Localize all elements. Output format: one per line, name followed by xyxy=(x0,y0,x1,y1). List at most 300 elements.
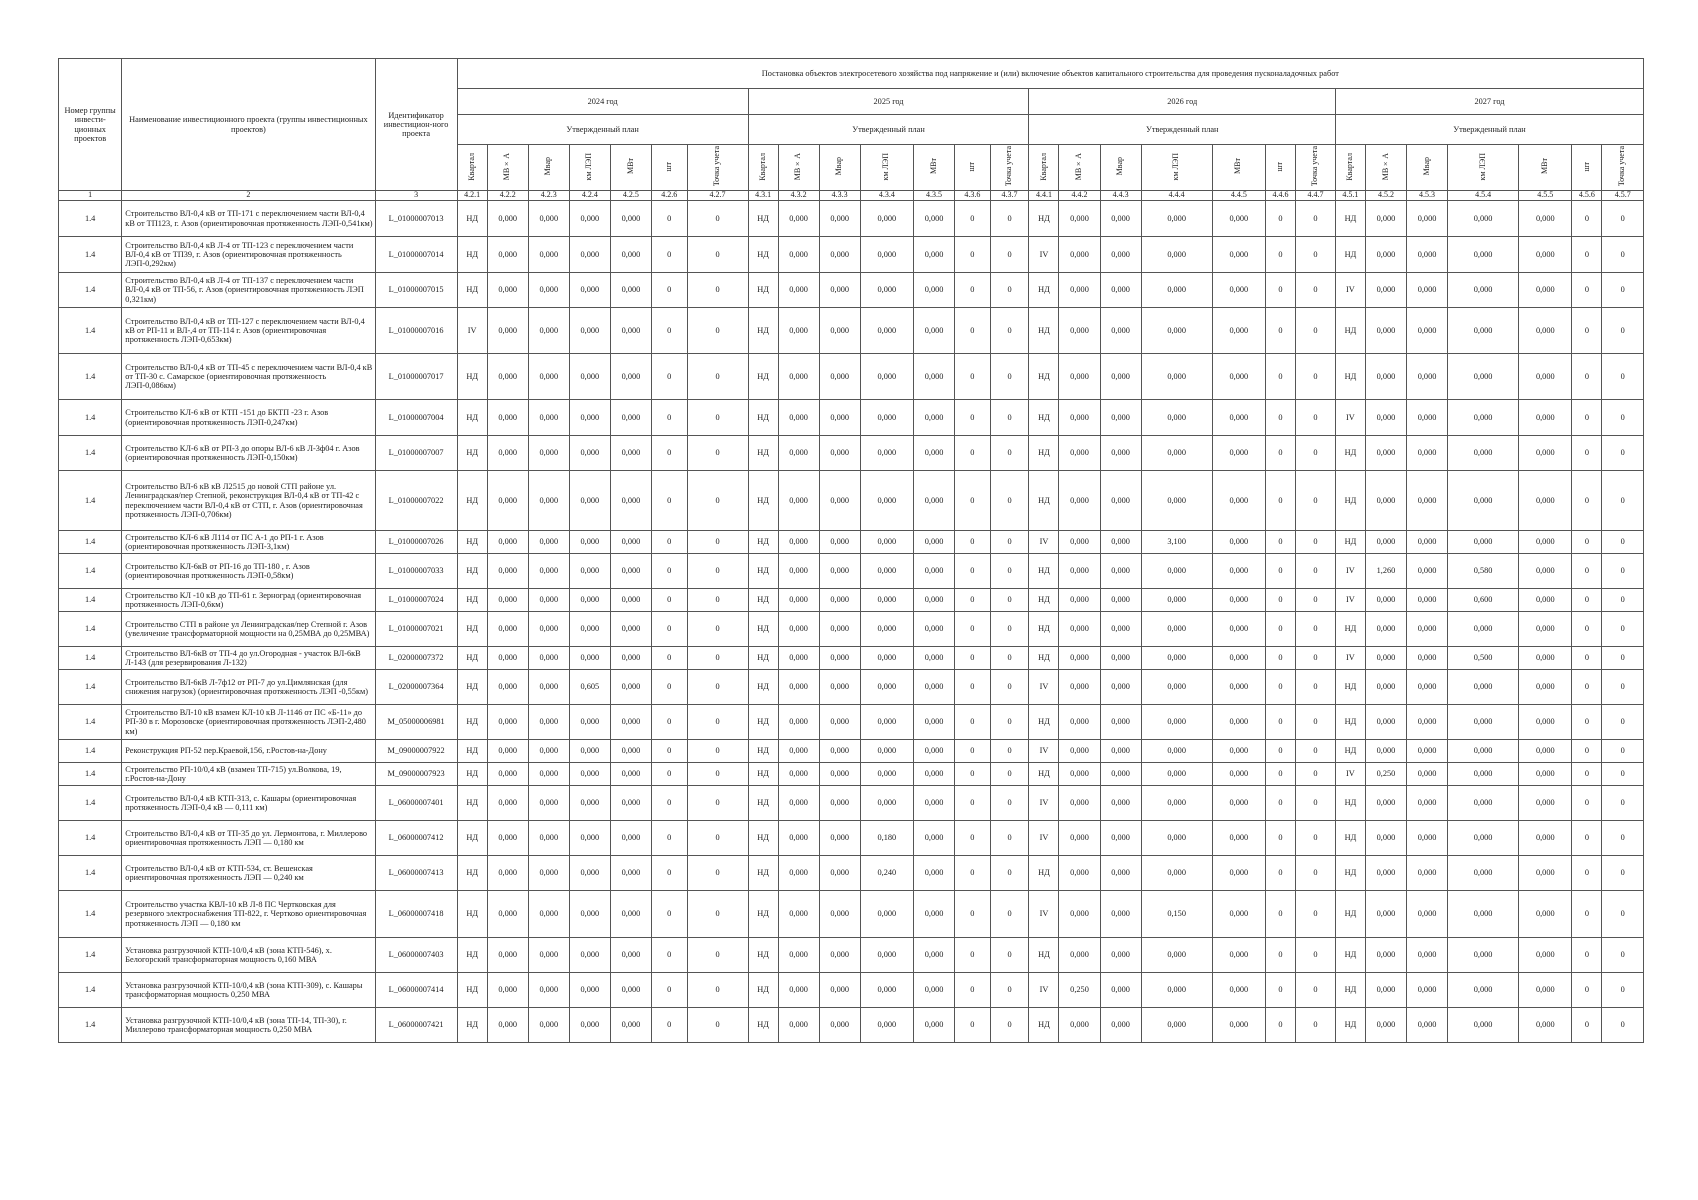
value-cell-2024: НД xyxy=(457,973,487,1008)
header-unit-2024-2 xyxy=(487,145,528,191)
value-cell-2024: НД xyxy=(457,531,487,554)
header-unit-2024-3 xyxy=(528,145,569,191)
value-cell-2025: НД xyxy=(748,938,778,973)
value-cell-2025: 0,000 xyxy=(819,670,860,705)
column-number-cell: 4.4.7 xyxy=(1295,191,1335,201)
group-number-cell: 1.4 xyxy=(59,354,122,400)
header-unit-2026-6 xyxy=(1265,145,1295,191)
value-cell-2026: 0,000 xyxy=(1212,400,1265,436)
project-id-cell: L_01000007024 xyxy=(375,589,457,612)
column-number-cell: 4.4.1 xyxy=(1029,191,1059,201)
value-cell-2026: 0,000 xyxy=(1059,647,1100,670)
value-cell-2026: 0 xyxy=(1295,763,1335,786)
value-cell-2024: 0,000 xyxy=(487,612,528,647)
value-cell-2026: НД xyxy=(1029,938,1059,973)
value-cell-2026: 0,000 xyxy=(1100,1008,1141,1043)
value-cell-2026: 0 xyxy=(1295,354,1335,400)
value-cell-2027: 0 xyxy=(1602,273,1644,308)
value-cell-2027: 0,000 xyxy=(1365,647,1406,670)
project-name-cell: Строительство ВЛ-0,4 кВ Л-4 от ТП-137 с переключением части ВЛ-0,4 кВ от ТП-56, г. Азов (ориентировочная протяженность ЛЭП 0,321км) xyxy=(122,273,375,308)
unit-label: км ЛЭП xyxy=(1477,152,1487,181)
header-unit-2027-3 xyxy=(1407,145,1448,191)
value-cell-2024: НД xyxy=(457,273,487,308)
value-cell-2027: 0,000 xyxy=(1365,891,1406,938)
column-number-cell: 4.2.1 xyxy=(457,191,487,201)
value-cell-2025: 0,000 xyxy=(914,237,955,273)
value-cell-2024: 0,000 xyxy=(487,670,528,705)
value-cell-2025: 0 xyxy=(990,436,1029,471)
value-cell-2026: 0,000 xyxy=(1212,670,1265,705)
value-cell-2026: 0,000 xyxy=(1141,973,1212,1008)
table-body xyxy=(59,201,1644,1043)
header-project-identifier: Идентификатор инвестицион-ного проекта xyxy=(375,59,457,191)
value-cell-2027: 0,000 xyxy=(1519,647,1572,670)
table-row xyxy=(59,938,1644,973)
value-cell-2027: 0 xyxy=(1572,670,1602,705)
value-cell-2025: НД xyxy=(748,647,778,670)
unit-label: МВт xyxy=(928,158,938,175)
value-cell-2024: 0,000 xyxy=(528,740,569,763)
value-cell-2026: 0,000 xyxy=(1100,647,1141,670)
value-cell-2026: 0,000 xyxy=(1059,531,1100,554)
value-cell-2026: 0,000 xyxy=(1100,786,1141,821)
value-cell-2025: 0 xyxy=(955,938,991,973)
project-id-cell: L_06000007418 xyxy=(375,891,457,938)
column-number-cell: 4.5.3 xyxy=(1407,191,1448,201)
value-cell-2025: 0 xyxy=(955,237,991,273)
value-cell-2024: 0,000 xyxy=(528,436,569,471)
value-cell-2026: 0 xyxy=(1265,891,1295,938)
unit-label: Квартал xyxy=(757,152,767,181)
value-cell-2024: 0,000 xyxy=(487,938,528,973)
column-number-cell: 3 xyxy=(375,191,457,201)
value-cell-2026: 0,000 xyxy=(1141,554,1212,589)
value-cell-2027: 0,000 xyxy=(1407,670,1448,705)
value-cell-2026: 0 xyxy=(1295,821,1335,856)
value-cell-2027: НД xyxy=(1335,531,1365,554)
value-cell-2025: 0 xyxy=(990,531,1029,554)
value-cell-2026: 0 xyxy=(1295,786,1335,821)
value-cell-2027: НД xyxy=(1335,612,1365,647)
header-unit-2025-3 xyxy=(819,145,860,191)
value-cell-2024: НД xyxy=(457,647,487,670)
value-cell-2024: НД xyxy=(457,763,487,786)
value-cell-2027: 0,000 xyxy=(1448,201,1519,237)
value-cell-2025: 0,000 xyxy=(860,554,913,589)
value-cell-2026: 0,000 xyxy=(1141,670,1212,705)
project-id-cell: M_05000006981 xyxy=(375,705,457,740)
value-cell-2025: 0,000 xyxy=(914,531,955,554)
header-unit-2024-6 xyxy=(651,145,687,191)
value-cell-2025: 0,000 xyxy=(819,436,860,471)
value-cell-2024: 0,000 xyxy=(487,856,528,891)
value-cell-2024: 0,000 xyxy=(487,400,528,436)
value-cell-2025: 0,000 xyxy=(914,973,955,1008)
value-cell-2026: 0 xyxy=(1295,1008,1335,1043)
value-cell-2025: 0,000 xyxy=(819,531,860,554)
value-cell-2025: 0,000 xyxy=(914,436,955,471)
value-cell-2024: 0,000 xyxy=(610,237,651,273)
table-row xyxy=(59,973,1644,1008)
value-cell-2025: 0,000 xyxy=(819,821,860,856)
value-cell-2025: 0,000 xyxy=(860,740,913,763)
value-cell-2025: 0,000 xyxy=(860,891,913,938)
value-cell-2026: IV xyxy=(1029,786,1059,821)
unit-label: МВт xyxy=(1539,158,1549,175)
value-cell-2025: 0,000 xyxy=(860,308,913,354)
value-cell-2025: 0,000 xyxy=(914,856,955,891)
value-cell-2026: 0 xyxy=(1265,531,1295,554)
table-row xyxy=(59,273,1644,308)
value-cell-2024: НД xyxy=(457,589,487,612)
value-cell-2025: 0 xyxy=(955,436,991,471)
project-id-cell: L_06000007414 xyxy=(375,973,457,1008)
value-cell-2027: 0,000 xyxy=(1519,273,1572,308)
value-cell-2024: 0,000 xyxy=(569,201,610,237)
value-cell-2027: 0,000 xyxy=(1448,531,1519,554)
value-cell-2026: 0,000 xyxy=(1212,201,1265,237)
value-cell-2027: 0,000 xyxy=(1519,891,1572,938)
value-cell-2026: 0,000 xyxy=(1100,891,1141,938)
value-cell-2027: 0,000 xyxy=(1519,308,1572,354)
value-cell-2024: 0 xyxy=(651,237,687,273)
value-cell-2024: 0,000 xyxy=(610,891,651,938)
value-cell-2026: 0,000 xyxy=(1059,273,1100,308)
table-row xyxy=(59,740,1644,763)
value-cell-2026: 0,000 xyxy=(1100,856,1141,891)
value-cell-2027: 0 xyxy=(1572,973,1602,1008)
value-cell-2024: 0,000 xyxy=(569,938,610,973)
project-name-cell: Реконструкция РП-52 пер.Краевой,156, г.Ростов-на-Дону xyxy=(122,740,375,763)
value-cell-2026: НД xyxy=(1029,400,1059,436)
value-cell-2025: 0 xyxy=(990,938,1029,973)
group-number-cell: 1.4 xyxy=(59,740,122,763)
unit-label: км ЛЭП xyxy=(881,152,891,181)
value-cell-2027: 1,260 xyxy=(1365,554,1406,589)
value-cell-2027: 0 xyxy=(1602,740,1644,763)
value-cell-2025: НД xyxy=(748,786,778,821)
value-cell-2025: 0,000 xyxy=(819,891,860,938)
group-number-cell: 1.4 xyxy=(59,201,122,237)
value-cell-2025: 0,000 xyxy=(914,938,955,973)
value-cell-2024: 0,000 xyxy=(610,201,651,237)
value-cell-2024: 0,000 xyxy=(528,554,569,589)
value-cell-2024: 0 xyxy=(651,400,687,436)
unit-label: Мвар xyxy=(1421,157,1431,176)
value-cell-2027: 0,000 xyxy=(1448,237,1519,273)
value-cell-2024: 0,000 xyxy=(528,531,569,554)
value-cell-2025: 0,000 xyxy=(819,705,860,740)
value-cell-2026: 0 xyxy=(1265,786,1295,821)
value-cell-2024: 0,000 xyxy=(487,308,528,354)
value-cell-2024: 0,000 xyxy=(528,856,569,891)
value-cell-2026: 0,000 xyxy=(1141,1008,1212,1043)
value-cell-2024: НД xyxy=(457,554,487,589)
value-cell-2024: НД xyxy=(457,400,487,436)
project-name-cell: Строительство ВЛ-10 кВ взамен КЛ-10 кВ Л-1146 от ПС «Б-11» до РП-30 в г. Морозовске (ориентировочная протяженность ЛЭП-2,480 км) xyxy=(122,705,375,740)
value-cell-2025: 0,000 xyxy=(778,554,819,589)
value-cell-2027: 0,000 xyxy=(1407,237,1448,273)
value-cell-2027: 0,000 xyxy=(1519,1008,1572,1043)
value-cell-2024: 0 xyxy=(687,400,748,436)
value-cell-2025: 0 xyxy=(990,237,1029,273)
value-cell-2025: НД xyxy=(748,273,778,308)
value-cell-2024: 0,000 xyxy=(610,973,651,1008)
value-cell-2024: IV xyxy=(457,308,487,354)
value-cell-2026: 0,000 xyxy=(1212,821,1265,856)
value-cell-2027: 0 xyxy=(1602,763,1644,786)
header-plan-2024: Утвержденный план xyxy=(457,115,748,145)
value-cell-2027: 0,000 xyxy=(1448,400,1519,436)
table-row xyxy=(59,821,1644,856)
value-cell-2025: 0,000 xyxy=(778,647,819,670)
value-cell-2024: 0 xyxy=(687,436,748,471)
value-cell-2026: 0,000 xyxy=(1100,237,1141,273)
value-cell-2024: 0,000 xyxy=(569,763,610,786)
value-cell-2027: 0,000 xyxy=(1519,786,1572,821)
value-cell-2024: 0 xyxy=(651,612,687,647)
value-cell-2026: 0,000 xyxy=(1141,612,1212,647)
value-cell-2026: IV xyxy=(1029,973,1059,1008)
unit-label: Квартал xyxy=(1038,152,1048,181)
header-unit-2027-7 xyxy=(1602,145,1644,191)
value-cell-2025: 0,000 xyxy=(860,1008,913,1043)
value-cell-2027: 0 xyxy=(1602,554,1644,589)
header-year-2024: 2024 год xyxy=(457,89,748,115)
group-number-cell: 1.4 xyxy=(59,938,122,973)
value-cell-2026: 0 xyxy=(1295,670,1335,705)
column-number-cell: 4.4.5 xyxy=(1212,191,1265,201)
value-cell-2026: 0 xyxy=(1265,670,1295,705)
value-cell-2024: 0 xyxy=(687,973,748,1008)
value-cell-2024: 0 xyxy=(687,554,748,589)
value-cell-2025: 0,000 xyxy=(819,740,860,763)
unit-label: шт xyxy=(1581,161,1591,172)
value-cell-2024: НД xyxy=(457,740,487,763)
value-cell-2026: 0 xyxy=(1295,612,1335,647)
value-cell-2027: 0,000 xyxy=(1519,821,1572,856)
value-cell-2024: 0,000 xyxy=(487,436,528,471)
value-cell-2026: НД xyxy=(1029,471,1059,531)
group-number-cell: 1.4 xyxy=(59,856,122,891)
value-cell-2025: 0,000 xyxy=(778,201,819,237)
value-cell-2025: 0,000 xyxy=(778,973,819,1008)
value-cell-2025: НД xyxy=(748,308,778,354)
value-cell-2024: 0,000 xyxy=(569,740,610,763)
project-id-cell: L_06000007421 xyxy=(375,1008,457,1043)
value-cell-2027: 0,000 xyxy=(1448,856,1519,891)
table-row xyxy=(59,763,1644,786)
value-cell-2027: 0 xyxy=(1602,891,1644,938)
value-cell-2025: 0,000 xyxy=(778,938,819,973)
value-cell-2026: 0 xyxy=(1295,856,1335,891)
value-cell-2027: 0 xyxy=(1602,705,1644,740)
value-cell-2027: 0,000 xyxy=(1365,973,1406,1008)
value-cell-2027: 0 xyxy=(1602,647,1644,670)
value-cell-2026: 0,000 xyxy=(1059,354,1100,400)
unit-label: км ЛЭП xyxy=(584,152,594,181)
value-cell-2026: 0,000 xyxy=(1100,973,1141,1008)
value-cell-2027: 0,000 xyxy=(1448,740,1519,763)
value-cell-2027: НД xyxy=(1335,891,1365,938)
value-cell-2025: 0,000 xyxy=(819,471,860,531)
value-cell-2025: 0,000 xyxy=(778,589,819,612)
group-number-cell: 1.4 xyxy=(59,436,122,471)
project-name-cell: Строительство ВЛ-6кВ Л-7ф12 от РП-7 до ул.Цимлянская (для снижения нагрузок) (ориентировочная протяженность ЛЭП -0,55км) xyxy=(122,670,375,705)
value-cell-2025: 0,000 xyxy=(860,670,913,705)
value-cell-2025: 0 xyxy=(990,647,1029,670)
value-cell-2024: 0,000 xyxy=(569,786,610,821)
value-cell-2024: 0,000 xyxy=(610,1008,651,1043)
value-cell-2027: 0,000 xyxy=(1407,1008,1448,1043)
value-cell-2024: 0,000 xyxy=(528,973,569,1008)
value-cell-2025: 0,000 xyxy=(914,612,955,647)
value-cell-2024: 0 xyxy=(687,647,748,670)
value-cell-2027: IV xyxy=(1335,763,1365,786)
value-cell-2024: 0,000 xyxy=(569,821,610,856)
value-cell-2027: 0,000 xyxy=(1365,856,1406,891)
value-cell-2024: 0,000 xyxy=(610,273,651,308)
column-number-cell: 2 xyxy=(122,191,375,201)
value-cell-2026: 0,000 xyxy=(1100,273,1141,308)
value-cell-2024: 0,000 xyxy=(528,938,569,973)
value-cell-2025: 0 xyxy=(955,471,991,531)
table-row xyxy=(59,201,1644,237)
value-cell-2024: 0 xyxy=(687,589,748,612)
value-cell-2025: НД xyxy=(748,400,778,436)
value-cell-2027: 0 xyxy=(1572,647,1602,670)
value-cell-2024: 0,000 xyxy=(610,938,651,973)
table-row xyxy=(59,436,1644,471)
value-cell-2025: 0,000 xyxy=(778,821,819,856)
value-cell-2026: IV xyxy=(1029,237,1059,273)
value-cell-2024: 0,000 xyxy=(610,856,651,891)
unit-label: Квартал xyxy=(1345,152,1355,181)
investment-projects-table xyxy=(58,58,1644,1043)
value-cell-2027: IV xyxy=(1335,554,1365,589)
value-cell-2024: 0,000 xyxy=(569,589,610,612)
value-cell-2025: 0 xyxy=(990,354,1029,400)
project-name-cell: Установка разгрузочной КТП-10/0,4 кВ (зона ТП-14, ТП-30), г. Миллерово трансформаторная мощность 0,250 МВА xyxy=(122,1008,375,1043)
value-cell-2025: 0 xyxy=(990,201,1029,237)
value-cell-2025: 0,000 xyxy=(819,612,860,647)
value-cell-2024: 0,000 xyxy=(528,201,569,237)
value-cell-2024: 0,000 xyxy=(569,308,610,354)
table-row xyxy=(59,670,1644,705)
value-cell-2025: 0 xyxy=(990,891,1029,938)
value-cell-2027: НД xyxy=(1335,821,1365,856)
value-cell-2026: 0,000 xyxy=(1100,531,1141,554)
value-cell-2027: 0,580 xyxy=(1448,554,1519,589)
group-number-cell: 1.4 xyxy=(59,554,122,589)
column-number-cell: 4.5.5 xyxy=(1519,191,1572,201)
value-cell-2025: НД xyxy=(748,589,778,612)
value-cell-2025: 0,000 xyxy=(860,973,913,1008)
value-cell-2024: 0,000 xyxy=(528,1008,569,1043)
value-cell-2025: НД xyxy=(748,705,778,740)
value-cell-2024: 0,000 xyxy=(610,612,651,647)
value-cell-2024: 0 xyxy=(651,589,687,612)
project-id-cell: L_01000007022 xyxy=(375,471,457,531)
value-cell-2024: 0 xyxy=(651,436,687,471)
group-number-cell: 1.4 xyxy=(59,821,122,856)
value-cell-2027: 0 xyxy=(1602,308,1644,354)
value-cell-2025: 0 xyxy=(955,856,991,891)
value-cell-2026: 0,000 xyxy=(1212,740,1265,763)
value-cell-2024: 0 xyxy=(651,471,687,531)
value-cell-2024: 0,000 xyxy=(610,531,651,554)
value-cell-2024: 0,000 xyxy=(487,647,528,670)
project-id-cell: L_06000007403 xyxy=(375,938,457,973)
value-cell-2024: 0 xyxy=(687,786,748,821)
value-cell-2026: 0 xyxy=(1265,763,1295,786)
unit-label: МВ×А xyxy=(1074,152,1084,181)
project-name-cell: Строительство ВЛ-6кВ от ТП-4 до ул.Огородная - участок ВЛ-6кВ Л-143 (для резервирования Л-132) xyxy=(122,647,375,670)
value-cell-2026: 0 xyxy=(1295,400,1335,436)
column-number-cell: 4.5.4 xyxy=(1448,191,1519,201)
value-cell-2027: 0,000 xyxy=(1407,763,1448,786)
value-cell-2025: 0 xyxy=(990,705,1029,740)
value-cell-2027: 0,000 xyxy=(1448,1008,1519,1043)
value-cell-2026: 0,000 xyxy=(1059,612,1100,647)
value-cell-2027: 0,600 xyxy=(1448,589,1519,612)
value-cell-2025: 0,000 xyxy=(778,705,819,740)
project-id-cell: M_09000007923 xyxy=(375,763,457,786)
header-unit-2027-6 xyxy=(1572,145,1602,191)
value-cell-2026: НД xyxy=(1029,763,1059,786)
header-unit-2024-7 xyxy=(687,145,748,191)
header-project-name: Наименование инвестиционного проекта (группы инвестиционных проектов) xyxy=(122,59,375,191)
value-cell-2024: 0,000 xyxy=(487,891,528,938)
value-cell-2025: 0,000 xyxy=(819,973,860,1008)
value-cell-2027: 0,000 xyxy=(1365,740,1406,763)
value-cell-2027: 0 xyxy=(1602,973,1644,1008)
value-cell-2027: 0,000 xyxy=(1448,763,1519,786)
value-cell-2027: 0 xyxy=(1572,400,1602,436)
value-cell-2024: 0,000 xyxy=(487,354,528,400)
value-cell-2024: 0,000 xyxy=(569,436,610,471)
value-cell-2024: НД xyxy=(457,705,487,740)
column-number-cell: 4.3.4 xyxy=(860,191,913,201)
value-cell-2025: 0 xyxy=(955,612,991,647)
column-number-cell: 4.2.2 xyxy=(487,191,528,201)
value-cell-2025: 0,000 xyxy=(778,354,819,400)
value-cell-2025: 0,180 xyxy=(860,821,913,856)
value-cell-2024: НД xyxy=(457,201,487,237)
value-cell-2025: НД xyxy=(748,763,778,786)
value-cell-2024: 0,000 xyxy=(528,763,569,786)
value-cell-2025: 0 xyxy=(990,589,1029,612)
value-cell-2025: 0,000 xyxy=(860,354,913,400)
value-cell-2024: 0 xyxy=(651,531,687,554)
value-cell-2025: 0,000 xyxy=(914,786,955,821)
value-cell-2024: 0,000 xyxy=(528,670,569,705)
value-cell-2025: 0 xyxy=(990,471,1029,531)
header-unit-2026-5 xyxy=(1212,145,1265,191)
value-cell-2026: 0 xyxy=(1265,554,1295,589)
header-unit-2024-4 xyxy=(569,145,610,191)
project-id-cell: L_02000007372 xyxy=(375,647,457,670)
value-cell-2026: 0,000 xyxy=(1100,670,1141,705)
project-name-cell: Строительство ВЛ-0,4 кВ от ТП-171 с переключением части ВЛ-0,4 кВ от ТП123, г. Азов (ориентировочная протяженность ЛЭП-0,541км) xyxy=(122,201,375,237)
value-cell-2024: 0,000 xyxy=(569,856,610,891)
value-cell-2025: 0 xyxy=(990,400,1029,436)
value-cell-2026: 0 xyxy=(1265,1008,1295,1043)
header-unit-2025-2 xyxy=(778,145,819,191)
value-cell-2027: 0,000 xyxy=(1448,821,1519,856)
unit-label: МВ×А xyxy=(793,152,803,181)
value-cell-2026: IV xyxy=(1029,821,1059,856)
